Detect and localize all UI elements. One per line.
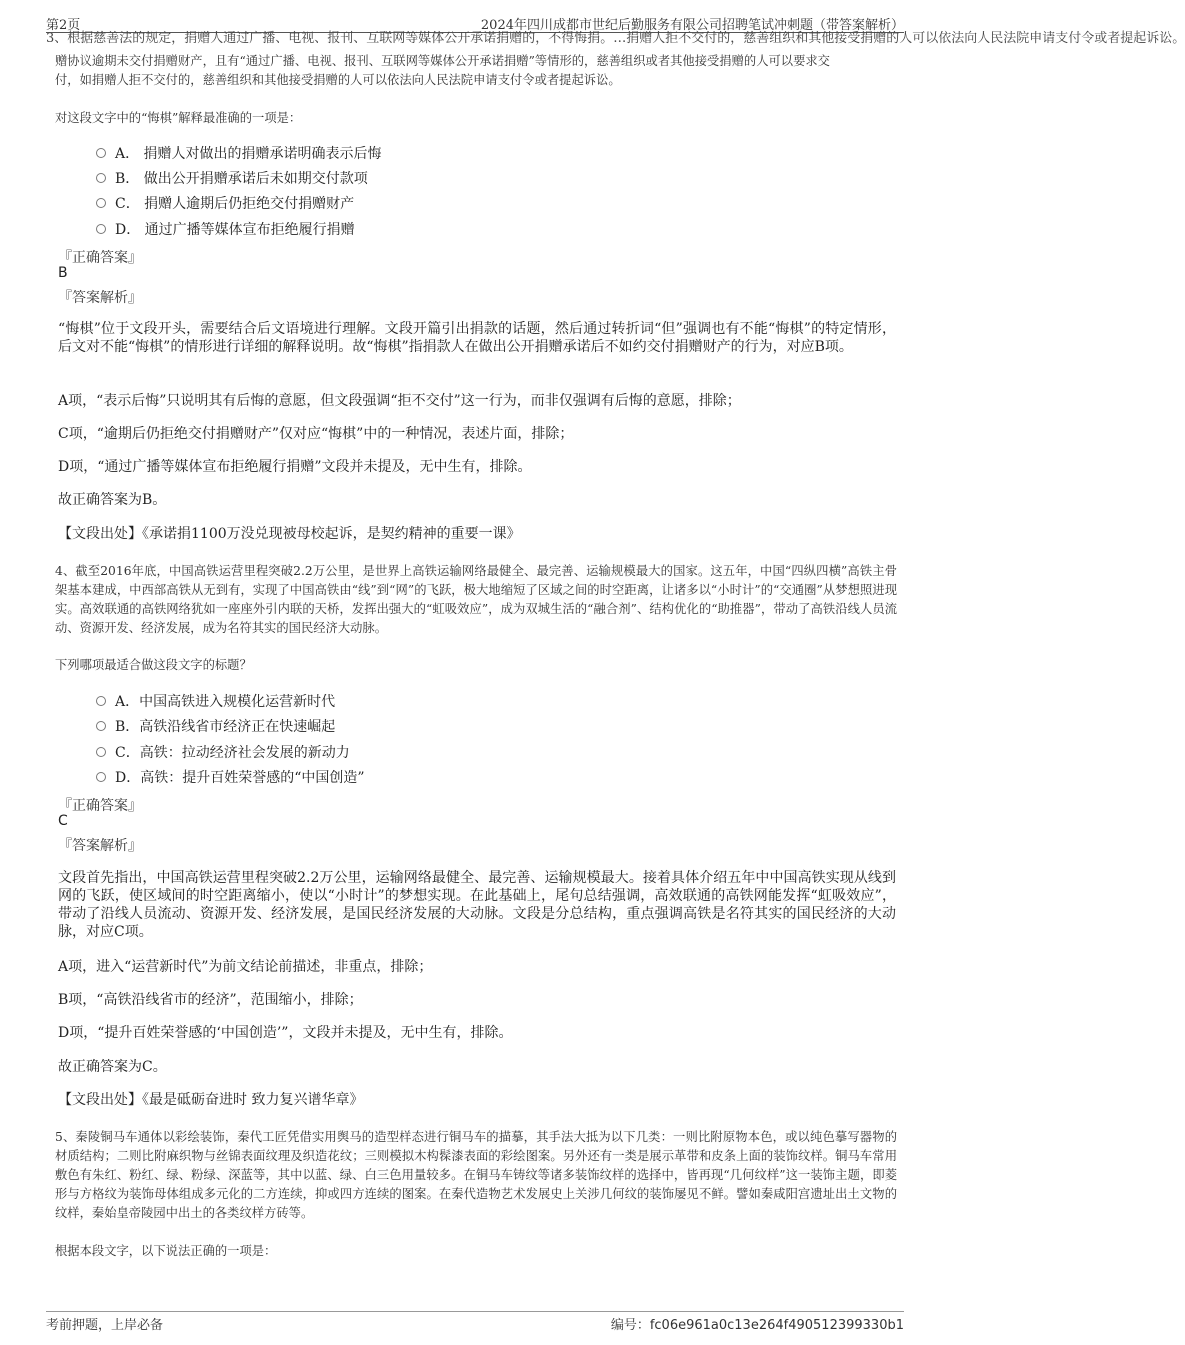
footer-slogan: 考前押题，上岸必备 <box>46 1318 164 1333</box>
q3-analysis-label: 『答案解析』 <box>58 290 142 306</box>
radio-icon[interactable] <box>96 198 106 208</box>
q4-explanation-1: 文段首先指出，中国高铁运营里程突破2.2万公里，运输网络最健全、最完善、运输规模最大。接着具体介绍五年中中国高铁实现从线到网的飞跃，使区域间的时空距离缩小，使以“小时计”的梦想实现。在此基础上，尾句总结强调，高效联通的高铁网能发挥“虹吸效应”，带动了沿线人员流动、资源开发、经济发展，是国民经济发展的大动脉。文段是分总结构，重点强调高铁是名符其实的国民经济的大动脉，对应C项。 <box>58 870 896 940</box>
q4-option-d[interactable]: D．高铁：提升百姓荣誉感的“中国创造” <box>96 767 365 787</box>
radio-icon[interactable] <box>96 173 106 183</box>
q3-passage-line-1: 赠协议逾期未交付捐赠财产，且有“通过广播、电视、报刊、互联网等媒体公开承诺捐赠”等情形的，慈善组织或者其他接受捐赠的人可以要求交 <box>55 54 830 68</box>
q4-question: 下列哪项最适合做这段文字的标题？ <box>55 658 252 672</box>
radio-icon[interactable] <box>96 224 106 234</box>
radio-icon[interactable] <box>96 696 106 706</box>
q3-option-c[interactable]: C． 捐赠人逾期后仍拒绝交付捐赠财产 <box>96 193 354 213</box>
q3-option-d[interactable]: D． 通过广播等媒体宣布拒绝履行捐赠 <box>96 219 355 239</box>
q3-explanation-4: D项，“通过广播等媒体宣布拒绝履行捐赠”文段并未提及，无中生有，排除。 <box>58 459 532 475</box>
q3-option-a[interactable]: A． 捐赠人对做出的捐赠承诺明确表示后悔 <box>96 143 382 163</box>
q3-explanation-2: A项，“表示后悔”只说明其有后悔的意愿，但文段强调“拒不交付”这一行为，而非仅强调有后悔的意愿，排除； <box>58 393 741 409</box>
q4-source: 【文段出处】《最是砥砺奋进时 致力复兴谱华章》 <box>58 1092 364 1108</box>
footer-code-label: 编号： <box>610 1318 650 1333</box>
q4-correct-label: 『正确答案』 <box>58 798 142 814</box>
q4-analysis-label: 『答案解析』 <box>58 838 142 854</box>
radio-icon[interactable] <box>96 772 106 782</box>
q4-option-a[interactable]: A．中国高铁进入规模化运营新时代 <box>96 691 335 711</box>
q4-explanation-3: B项，“高铁沿线省市的经济”，范围缩小，排除； <box>58 992 363 1008</box>
footer-code <box>611 1314 904 1333</box>
radio-icon[interactable] <box>96 747 106 757</box>
footer-code-value: fc06e961a0c13e264f490512399330b1 <box>649 1318 904 1333</box>
q3-answer: B <box>58 265 68 281</box>
q4-answer: C <box>58 813 68 829</box>
q3-question: 对这段文字中的“悔棋”解释最准确的一项是： <box>55 111 302 125</box>
q3-explanation-5: 故正确答案为B。 <box>58 492 167 508</box>
q4-explanation-2: A项，进入“运营新时代”为前文结论前描述，非重点，排除； <box>58 959 433 975</box>
q4-option-b[interactable]: B．高铁沿线省市经济正在快速崛起 <box>96 716 335 736</box>
radio-icon[interactable] <box>96 721 106 731</box>
q3-explanation-1: “悔棋”位于文段开头，需要结合后文语境进行理解。文段开篇引出捐款的话题，然后通过转折词“但”强调也有不能“悔棋”的特定情形，后文对不能“悔棋”的情形进行详细的解释说明。故“悔棋”指捐款人在做出公开捐赠承诺后不如约交付捐赠财产的行为，对应B项。 <box>58 321 896 355</box>
header-title: 2024年四川成都市世纪后勤服务有限公司招聘笔试冲刺题（带答案解析） <box>480 18 904 33</box>
q3-correct-label: 『正确答案』 <box>58 250 142 266</box>
q3-option-b[interactable]: B． 做出公开捐赠承诺后未如期交付款项 <box>96 168 368 188</box>
q3-source: 【文段出处】《承诺捐1100万没兑现被母校起诉，是契约精神的重要一课》 <box>58 526 521 542</box>
q3-passage-line-2: 付，如捐赠人拒不交付的，慈善组织和其他接受捐赠的人可以依法向人民法院申请支付令或者提起诉讼。 <box>55 73 621 87</box>
q4-explanation-5: 故正确答案为C。 <box>58 1059 167 1075</box>
q4-explanation-4: D项，“提升百姓荣誉感的‘中国创造’”，文段并未提及，无中生有，排除。 <box>58 1025 513 1041</box>
q5-passage: 5、秦陵铜马车通体以彩绘装饰，秦代工匠凭借实用舆马的造型样态进行铜马车的描摹，其手法大抵为以下几类：一则比附原物本色，或以纯色摹写器物的材质结构；二则比附麻织物与丝锦表面纹理及织造花纹；三则模拟木构髹漆表面的彩绘图案。另外还有一类是展示革带和皮条上面的装饰纹样。铜马车常用敷色有朱红、粉红、绿、粉绿、深蓝等，其中以蓝、绿、白三色用量较多。在铜马车铸纹等诸多装饰纹样的选择中，皆再现“几何纹样”这一装饰主题，即菱形与方格纹为装饰母体组成多元化的二方连续，抑或四方连续的图案。在秦代造物艺术发展史上关涉几何纹的装饰屡见不鲜。譬如秦咸阳宫遗址出土文物的纹样，秦始皇帝陵园中出土的各类纹样方砖等。 <box>55 1130 897 1220</box>
q4-passage: 4、截至2016年底，中国高铁运营里程突破2.2万公里，是世界上高铁运输网络最健全、最完善、运输规模最大的国家。这五年，中国“四纵四横”高铁主骨架基本建成，中西部高铁从无到有，实现了中国高铁由“线”到“网”的飞跃，极大地缩短了区域之间的时空距离，让诸多以“小时计”的“交通圈”从梦想照进现实。高效联通的高铁网络犹如一座座外引内联的天桥，发挥出强大的“虹吸效应”，成为双城生活的“融合剂”、结构优化的“助推器”，带动了高铁沿线人员流动、资源开发、经济发展，成为名符其实的国民经济大动脉。 <box>55 564 897 635</box>
clipped-top-line: 3、根据慈善法的规定，捐赠人通过广播、电视、报刊、互联网等媒体公开承诺捐赠的，不得悔捐。…捐赠人拒不交付的，慈善组织和其他接受捐赠的人可以依法向人民法院申请支付令或者提起诉讼。 <box>46 31 1185 46</box>
q3-passage <box>55 52 897 90</box>
header-page-number: 第2页 <box>46 18 81 33</box>
q5-question: 根据本段文字，以下说法正确的一项是： <box>55 1244 277 1258</box>
radio-icon[interactable] <box>96 148 106 158</box>
q4-option-c[interactable]: C．高铁：拉动经济社会发展的新动力 <box>96 742 350 762</box>
footer-divider <box>46 1311 904 1312</box>
q3-explanation-3: C项，“逾期后仍拒绝交付捐赠财产”仅对应“悔棋”中的一种情况，表述片面，排除； <box>58 426 574 442</box>
